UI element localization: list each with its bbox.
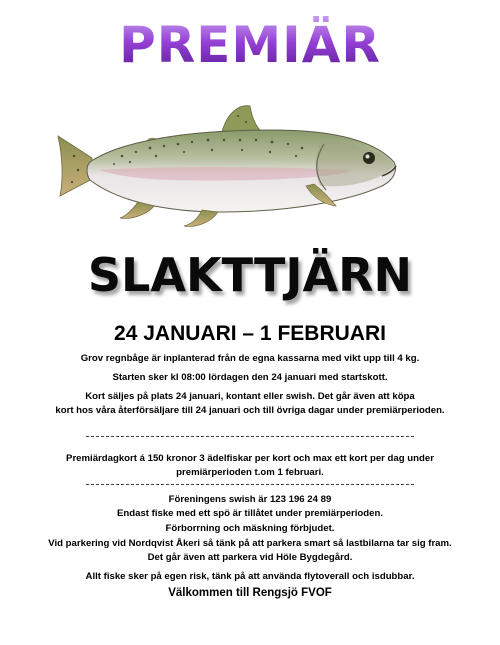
lake-name-heading: SLAKTTJÄRN (87, 248, 413, 302)
info-line: kort hos våra återförsäljare till 24 januari och till övriga dagar under premiärperioden. (55, 405, 445, 416)
info-line: Starten sker kl 08:00 lördagen den 24 januari med startskott. (112, 372, 388, 383)
info-line: Kort säljes på plats 24 januari, kontant eller swish. Det går även att köpa (85, 391, 415, 402)
card-info-line: Premiärdagkort á 150 kronor 3 ädelfiskar per kort och max ett kort per dag under (66, 453, 434, 464)
card-info-line: premiärperioden t.om 1 februari. (176, 467, 324, 478)
rule-line: Vid parkering vid Nordqvist Åkeri så tänk på att parkera smart så lastbilarna tar sig fram. (48, 538, 452, 549)
rule-line: Allt fiske sker på egen risk, tänk på att använda flytoverall och isdubbar. (85, 571, 415, 582)
info-line: Grov regnbåge är inplanterad från de egna kassarna med vikt upp till 4 kg. (80, 353, 420, 364)
page-title: PREMIÄR (0, 16, 500, 74)
dashed-divider (86, 484, 414, 485)
dashed-divider (86, 436, 414, 437)
welcome-text: Välkommen till Rengsjö FVOF (168, 587, 332, 599)
rule-line: Det går även att parkera vid Höle Bygdegård. (147, 552, 353, 563)
date-range-heading: 24 JANUARI – 1 FEBRUARI (114, 322, 386, 345)
rule-line: Förborrning och mäskning förbjudet. (165, 523, 335, 534)
rule-line: Endast fiske med ett spö är tillåtet under premiärperioden. (116, 508, 384, 519)
fish-rainbow-trout-icon (52, 100, 408, 230)
swish-number: Föreningens swish är 123 196 24 89 (168, 494, 332, 505)
